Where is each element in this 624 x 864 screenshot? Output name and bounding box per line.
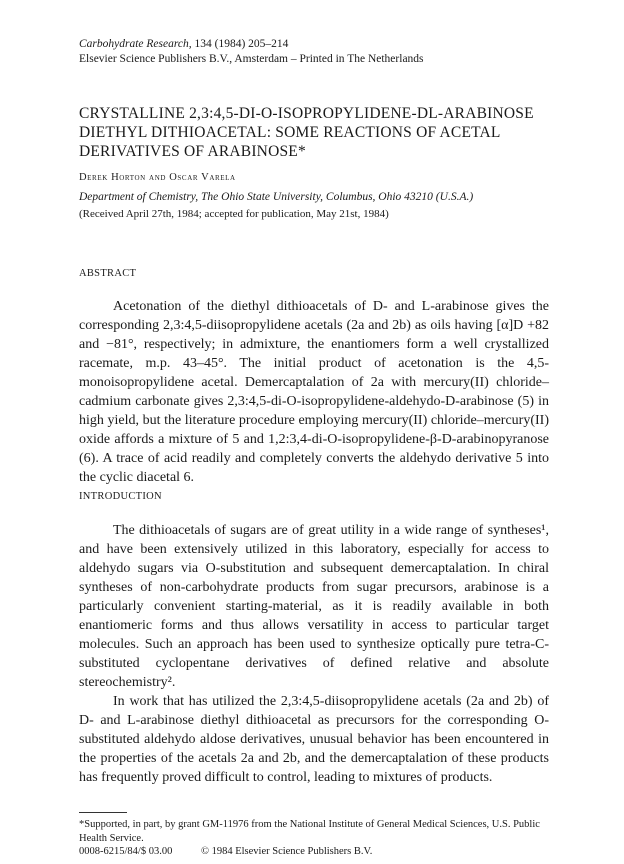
- introduction-heading: INTRODUCTION: [79, 491, 162, 502]
- author-names: Derek Horton and Oscar Varela: [79, 172, 236, 183]
- introduction-paragraph-2: In work that has utilized the 2,3:4,5-diisopropylidene acetals (2a and 2b) of D- and L-arabinose diethyl dithioacetal as precursors for the corresponding O-substituted aldehydo aldose derivatives, unusual behavior has been encountered in the properties of the acetals 2a and 2b, and the demercaptalation of these products has frequently proved difficult to control, leading to mixtures of products.: [79, 694, 549, 785]
- journal-citation: [79, 37, 424, 52]
- abstract-body: [79, 297, 549, 487]
- introduction-paragraph-1: The dithioacetals of sugars are of great utility in a wide range of syntheses¹, and have been extensively utilized in this laboratory, especially for access to aldehydo sugars via O-substitution and subsequent demercaptalation. In chiral syntheses of non-carbohydrate products from sugar precursors, arabinose is a particularly convenient starting-material, as it is readily available in both enantiomeric forms and thus allows versatility in access to particular target molecules. Such an approach has been used to synthesize optically pure tetra-C-substituted cyclopentane derivatives of defined relative and absolute stereochemistry².: [79, 523, 549, 690]
- journal-reference: 134 (1984) 205–214: [194, 38, 289, 50]
- footnote: *Supported, in part, by grant GM-11976 from the National Institute of General Medical Sciences, U.S. Public Health Service.: [79, 819, 540, 844]
- author-affiliation: Department of Chemistry, The Ohio State University, Columbus, Ohio 43210 (U.S.A.): [79, 191, 474, 203]
- issn-price: 0008-6215/84/$ 03.00: [79, 846, 173, 857]
- page-footer: [79, 846, 398, 857]
- publisher-line: Elsevier Science Publishers B.V., Amsterdam – Printed in The Netherlands: [79, 53, 424, 65]
- copyright-notice: © 1984 Elsevier Science Publishers B.V.: [200, 846, 373, 857]
- abstract-paragraph: Acetonation of the diethyl dithioacetals of D- and L-arabinose gives the corresponding 2,3:4,5-diisopropylidene acetals (2a and 2b) as oils having [α]D +82 and −81°, respectively; in admixture, the enantiomers form a well crystallized racemate, m.p. 43–45°. The initial product of acetonation is the 4,5-monoisopropylidene acetal. Demercaptalation of 2a with mercury(II) chloride–cadmium carbonate gives 2,3:4,5-di-O-isopropylidene-aldehydo-D-arabinose (5) in high yield, but the literature procedure employing mercury(II) chloride–mercury(II) oxide affords a mixture of 5 and 1,2:3,4-di-O-isopropylidene-β-D-arabinopyranose (6). A trace of acid readily and completely converts the aldehydo derivative 5 into the cyclic diacetal 6.: [79, 299, 549, 485]
- received-dates: (Received April 27th, 1984; accepted for publication, May 21st, 1984): [79, 208, 389, 220]
- introduction-body: [79, 521, 549, 787]
- article-title: CRYSTALLINE 2,3:4,5-DI-O-ISOPROPYLIDENE-DL-ARABINOSE DIETHYL DITHIOACETAL: SOME REACTIONS OF ACETAL DERIVATIVES OF ARABINOSE*: [79, 105, 534, 160]
- journal-header: [79, 37, 424, 67]
- footnote-rule: [79, 812, 127, 813]
- journal-name: Carbohydrate Research,: [79, 38, 192, 50]
- abstract-heading: ABSTRACT: [79, 268, 137, 279]
